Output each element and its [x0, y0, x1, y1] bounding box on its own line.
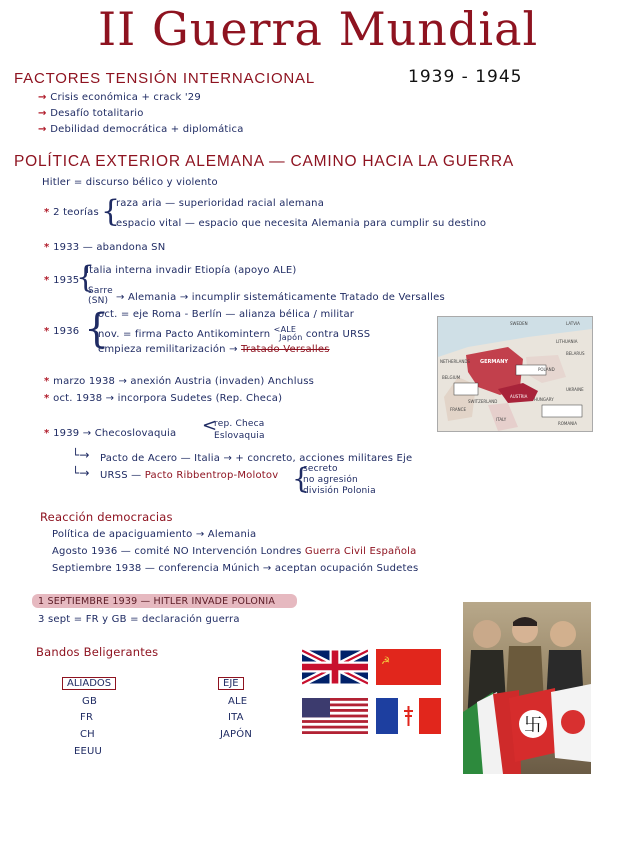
politica-heading: POLÍTICA EXTERIOR ALEMANA — CAMINO HACIA LA GUERRA — [14, 153, 514, 170]
year-1939: * 1939 → Checoslovaquia — [44, 428, 177, 439]
year-1935-a: Italia interna invadir Etiopía (apoyo ALE) — [86, 265, 297, 276]
teorias-label: * 2 teorías — [44, 207, 99, 218]
teoria-1: raza aria — superioridad racial alemana — [116, 198, 325, 209]
map-label: LATVIA — [566, 321, 580, 326]
aliado-item: CH — [80, 729, 95, 740]
eje-item: ITA — [228, 712, 244, 723]
ussr-flag-icon — [376, 649, 441, 685]
map-label: NETHERLANDS — [440, 359, 470, 364]
eje-item: JAPÓN — [220, 729, 252, 740]
reaccion-heading: Reacción democracias — [40, 510, 173, 524]
aliados-label: ALIADOS — [62, 677, 116, 690]
factor-item: → Debilidad democrática + diplomática — [38, 124, 244, 135]
europe-map-image — [437, 316, 593, 432]
year-1936-a: oct. = eje Roma - Berlín — alianza bélica / militar — [98, 309, 355, 320]
invasion-line: 1 SEPTIEMBRE 1939 — HITLER INVADE POLONIA — [38, 596, 276, 607]
map-label: GERMANY — [480, 359, 509, 365]
eje-item: ALE — [228, 696, 248, 707]
free-france-flag-icon — [376, 698, 441, 734]
checo-split: < rep. Checa Eslovaquia — [202, 415, 265, 441]
year-1936: * 1936 — [44, 326, 80, 337]
brace-icon: { — [84, 306, 110, 352]
reaccion-line-2: Agosto 1936 — comité NO Intervención Londres Guerra Civil Española — [52, 546, 417, 557]
brace-icon: { — [76, 260, 96, 295]
map-label: ITALY — [496, 417, 507, 422]
sarre-label: Sarre (SN) — [88, 286, 113, 306]
svg-text:卐: 卐 — [524, 715, 542, 736]
year-1936-c: empieza remilitarización → Tratado Versalles — [98, 344, 330, 355]
factor-item: → Desafío totalitario — [38, 108, 144, 119]
uk-flag-icon — [302, 649, 368, 685]
map-label: ROMANIA — [558, 421, 578, 426]
year-1935: * 1935 — [44, 275, 80, 286]
map-label: LITHUANIA — [556, 339, 578, 344]
factor-item: → Crisis económica + crack '29 — [38, 92, 201, 103]
aliado-item: FR — [80, 712, 94, 723]
map-label: UKRAINE — [566, 387, 584, 392]
teoria-2: espacio vital — espacio que necesita Alemania para cumplir su destino — [116, 218, 487, 229]
map-svg — [438, 317, 592, 431]
brace-icon: { — [101, 194, 121, 229]
marzo-1938: * marzo 1938 → anexión Austria (invaden) Anchluss — [44, 376, 315, 387]
map-label: HUNGARY — [534, 397, 554, 402]
map-label: SWITZERLAND — [468, 399, 498, 404]
factores-heading: FACTORES TENSIÓN INTERNACIONAL — [14, 70, 315, 87]
urss-details: secreto no agresión división Polonia — [303, 464, 376, 496]
years-label: 1939 - 1945 — [408, 67, 523, 87]
page-title: II Guerra Mundial — [98, 2, 539, 56]
hitler-line: Hitler = discurso bélico y violento — [42, 177, 218, 188]
axis-leaders-poster-image — [463, 602, 591, 774]
year-1935-b: → Alemania → incumplir sistemáticamente Tratado de Versalles — [116, 292, 445, 303]
arrow-icon: └→ — [72, 466, 90, 480]
arrow-icon: └→ — [72, 448, 90, 462]
svg-text:☭: ☭ — [381, 656, 390, 667]
map-label: POLAND — [538, 367, 555, 372]
urss-line: URSS — Pacto Ribbentrop-Molotov — [100, 470, 279, 481]
oct-1938: * oct. 1938 → incorpora Sudetes (Rep. Checa) — [44, 393, 283, 404]
map-label: BELGIUM — [442, 375, 461, 380]
aliado-item: EEUU — [74, 746, 103, 757]
pacto-acero: Pacto de Acero — Italia → + concreto, acciones militares Eje — [100, 453, 413, 464]
bandos-heading: Bandos Beligerantes — [36, 645, 159, 659]
reaccion-line-3: Septiembre 1938 — conferencia Múnich → aceptan ocupación Sudetes — [52, 563, 419, 574]
map-label: FRANCE — [450, 407, 466, 412]
reaccion-line-1: Política de apaciguamiento → Alemania — [52, 529, 257, 540]
map-label: BELARUS — [566, 351, 585, 356]
map-label: AUSTRIA — [510, 394, 528, 399]
aliado-item: GB — [82, 696, 98, 707]
year-1936-b: nov. = firma Pacto Antikomintern <ALE Japón contra URSS — [98, 325, 371, 342]
brace-icon: { — [292, 462, 310, 495]
poster-svg — [463, 602, 591, 774]
year-1933: * 1933 — abandona SN — [44, 242, 166, 253]
map-label: SWEDEN — [510, 321, 528, 326]
declaracion-line: 3 sept = FR y GB = declaración guerra — [38, 614, 240, 625]
eje-label: EJE — [218, 677, 244, 690]
usa-flag-icon — [302, 698, 368, 734]
